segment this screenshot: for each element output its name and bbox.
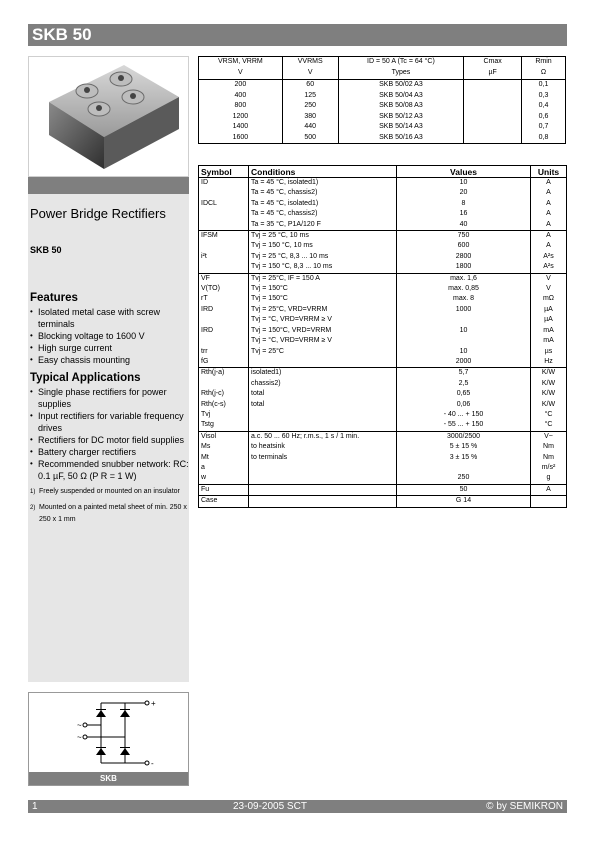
application-item: • Recommended snubber network: RC: 0.1 µF, 50 Ω (P R = 1 W) bbox=[28, 458, 189, 482]
features-list bbox=[28, 306, 189, 366]
cell-line bbox=[251, 473, 394, 483]
cell-line: i²t bbox=[201, 252, 207, 260]
cell-line: 3 ± 15 % bbox=[449, 453, 478, 461]
cell-line: w bbox=[201, 474, 207, 482]
cell-line: - 40 ... + 150 bbox=[443, 410, 484, 418]
table-cell-conditions bbox=[249, 484, 397, 495]
table-row bbox=[199, 112, 566, 123]
voltage-unit-cell: V bbox=[282, 68, 338, 80]
cell-line: A bbox=[546, 189, 551, 197]
cell-line: to terminals bbox=[251, 453, 288, 461]
bridge-schematic bbox=[29, 693, 188, 773]
plus-terminal-label: + bbox=[151, 699, 156, 708]
cell-line: Nm bbox=[543, 453, 554, 461]
cell-line: A bbox=[546, 242, 551, 250]
table-cell bbox=[464, 101, 522, 112]
cell-line bbox=[251, 485, 394, 495]
table-cell-values bbox=[397, 178, 531, 231]
table-cell: SKB 50/08 A3 bbox=[338, 101, 464, 112]
table-cell: 250 bbox=[282, 101, 338, 112]
footer-date: 23-09-2005 SCT bbox=[233, 801, 307, 812]
page-title: SKB 50 bbox=[32, 25, 92, 44]
cell-line bbox=[251, 410, 394, 420]
footnote bbox=[28, 486, 189, 498]
footer-bar bbox=[28, 800, 567, 813]
cell-line: 5 ± 15 % bbox=[449, 443, 478, 451]
cell-line: Nm bbox=[543, 443, 554, 451]
table-cell-units bbox=[531, 484, 567, 495]
cell-line: A bbox=[546, 179, 551, 186]
cell-line: 750 bbox=[457, 232, 470, 240]
characteristics-table bbox=[198, 165, 567, 508]
footnote bbox=[28, 502, 189, 526]
table-cell: 0,7 bbox=[522, 122, 566, 133]
table-row bbox=[199, 273, 567, 368]
cell-line: Tvj = 150°C bbox=[251, 285, 288, 293]
table-cell-units bbox=[531, 368, 567, 431]
circuit-diagram bbox=[28, 692, 189, 786]
table-cell-units bbox=[531, 496, 567, 507]
table-cell: 1600 bbox=[199, 133, 283, 144]
cell-line: 10 bbox=[459, 179, 468, 186]
cell-line: total bbox=[251, 390, 265, 398]
product-photo bbox=[28, 56, 189, 177]
cell-line bbox=[201, 241, 246, 251]
cell-line: 2,5 bbox=[458, 379, 469, 387]
cell-line: A bbox=[546, 220, 551, 228]
cell-line: Ta = 45 °C, chassis2) bbox=[251, 189, 318, 197]
cell-line: m/s² bbox=[541, 463, 556, 471]
cell-line: Tvj = 150 °C, 8,3 ... 10 ms bbox=[251, 263, 333, 271]
application-item: • Battery charger rectifiers bbox=[28, 446, 189, 458]
cell-line bbox=[201, 336, 246, 346]
cell-line: 5,7 bbox=[458, 369, 469, 377]
table-row bbox=[199, 80, 566, 91]
cell-line: 20 bbox=[459, 189, 468, 197]
table-cell-units bbox=[531, 178, 567, 231]
cell-line: 3000/2500 bbox=[446, 432, 481, 440]
cell-line bbox=[251, 357, 394, 367]
voltage-header-cell: ID = 50 A (Tc = 64 °C) bbox=[338, 57, 464, 68]
cell-line: trr bbox=[201, 347, 208, 355]
cell-line bbox=[251, 496, 394, 506]
cell-line: VF bbox=[201, 274, 210, 282]
cell-line: a.c. 50 ... 60 Hz; r.m.s., 1 s / 1 min. bbox=[251, 432, 360, 440]
col-header-conditions: Conditions bbox=[249, 166, 397, 178]
table-cell-conditions bbox=[249, 496, 397, 507]
table-cell: SKB 50/16 A3 bbox=[338, 133, 464, 144]
table-row bbox=[199, 133, 566, 144]
cell-line: max. 0,85 bbox=[448, 285, 479, 293]
cell-line: 8 bbox=[461, 199, 466, 207]
feature-item: • Blocking voltage to 1600 V bbox=[28, 330, 189, 342]
cell-line: g bbox=[546, 474, 551, 482]
cell-line: Tvj bbox=[201, 410, 211, 418]
cell-line bbox=[399, 336, 528, 346]
cell-line: 1800 bbox=[455, 263, 472, 271]
table-cell: SKB 50/02 A3 bbox=[338, 80, 464, 91]
cell-line bbox=[399, 315, 528, 325]
cell-line: µA bbox=[544, 316, 553, 324]
cell-line: Ta = 35 °C, P1A/120 F bbox=[251, 220, 321, 228]
table-cell-conditions bbox=[249, 273, 397, 368]
cell-line: 2000 bbox=[455, 357, 472, 365]
voltage-types-table bbox=[198, 56, 566, 144]
table-row bbox=[199, 484, 567, 495]
cell-line: Fu bbox=[201, 485, 210, 493]
footer-copyright: © by SEMIKRON bbox=[486, 801, 563, 812]
table-cell: SKB 50/04 A3 bbox=[338, 91, 464, 102]
cell-line: IRD bbox=[201, 305, 214, 313]
table-cell-values bbox=[397, 231, 531, 274]
cell-line bbox=[201, 315, 246, 325]
cell-line bbox=[201, 262, 246, 272]
module-photo-illustration bbox=[29, 57, 188, 176]
cell-line: 0,65 bbox=[456, 390, 471, 398]
cell-line bbox=[399, 463, 528, 473]
page-number: 1 bbox=[32, 801, 38, 812]
cell-line: Tvj = 25°C bbox=[251, 347, 284, 355]
cell-line: ID bbox=[201, 179, 208, 186]
cell-line: mΩ bbox=[542, 295, 555, 303]
table-cell: 0,4 bbox=[522, 101, 566, 112]
cell-line: - 55 ... + 150 bbox=[443, 421, 484, 429]
table-cell bbox=[464, 80, 522, 91]
feature-item: • High surge current bbox=[28, 342, 189, 354]
features-heading: Features bbox=[30, 292, 78, 304]
voltage-unit-cell: V bbox=[199, 68, 283, 80]
cell-line: max. 8 bbox=[452, 295, 474, 303]
cell-line bbox=[251, 420, 394, 430]
feature-item: • Isolated metal case with screw terminals bbox=[28, 306, 189, 330]
cell-line: Rth(j-a) bbox=[201, 369, 225, 377]
voltage-header-cell: VRSM, VRRM bbox=[199, 57, 283, 68]
cell-line bbox=[533, 496, 564, 506]
cell-line: 40 bbox=[459, 220, 468, 228]
cell-line: fG bbox=[201, 357, 209, 365]
col-header-values: Values bbox=[397, 166, 531, 178]
cell-line: K/W bbox=[541, 369, 556, 377]
cell-line: Case bbox=[201, 497, 218, 505]
cell-line: 2800 bbox=[455, 252, 472, 260]
footnote-number: 1) bbox=[30, 489, 36, 495]
table-cell: 1400 bbox=[199, 122, 283, 133]
table-cell-units bbox=[531, 431, 567, 484]
table-cell-symbols bbox=[199, 496, 249, 507]
table-cell: 440 bbox=[282, 122, 338, 133]
table-cell-symbols bbox=[199, 273, 249, 368]
table-row bbox=[199, 101, 566, 112]
table-row bbox=[199, 368, 567, 431]
table-cell: 400 bbox=[199, 91, 283, 102]
table-cell: 0,1 bbox=[522, 80, 566, 91]
table-cell-symbols bbox=[199, 431, 249, 484]
table-cell-units bbox=[531, 273, 567, 368]
table-row bbox=[199, 122, 566, 133]
table-cell-conditions bbox=[249, 368, 397, 431]
cell-line: A bbox=[546, 199, 551, 207]
cell-line: Tvj = 25 °C, 10 ms bbox=[251, 232, 309, 240]
table-row bbox=[199, 91, 566, 102]
cell-line: A²s bbox=[543, 263, 554, 271]
table-cell-symbols bbox=[199, 231, 249, 274]
voltage-header-cell: VVRMS bbox=[282, 57, 338, 68]
photo-caption-bar bbox=[28, 177, 189, 194]
cell-line: 10 bbox=[459, 347, 468, 355]
footnote-number: 2) bbox=[30, 505, 36, 511]
cell-line: chassis2) bbox=[251, 379, 281, 387]
cell-line: IFSM bbox=[201, 232, 218, 240]
table-cell-values bbox=[397, 496, 531, 507]
cell-line bbox=[201, 188, 246, 198]
application-item: • Input rectifiers for variable frequency drives bbox=[28, 410, 189, 434]
product-name: SKB 50 bbox=[30, 245, 62, 255]
cell-line: Tvj = 150 °C, 10 ms bbox=[251, 242, 313, 250]
application-item: • Rectifiers for DC motor field supplies bbox=[28, 434, 189, 446]
cell-line: mA bbox=[543, 326, 554, 334]
cell-line: Mt bbox=[201, 453, 209, 461]
product-title: Power Bridge Rectifiers bbox=[30, 206, 166, 221]
table-cell: 380 bbox=[282, 112, 338, 123]
cell-line: 0,06 bbox=[456, 400, 471, 408]
cell-line: V bbox=[546, 274, 551, 282]
cell-line: isolated1) bbox=[251, 369, 282, 377]
cell-line: 10 bbox=[459, 326, 468, 334]
cell-line: max. 1,6 bbox=[450, 274, 477, 282]
cell-line: Hz bbox=[544, 357, 553, 365]
table-cell-symbols bbox=[199, 368, 249, 431]
table-cell-symbols bbox=[199, 484, 249, 495]
cell-line: rT bbox=[201, 295, 208, 303]
feature-item: • Easy chassis mounting bbox=[28, 354, 189, 366]
cell-line: Tvj = 150°C bbox=[251, 295, 288, 303]
cell-line: 50 bbox=[459, 485, 468, 493]
voltage-header-cell: Rmin bbox=[522, 57, 566, 68]
cell-line: °C bbox=[544, 410, 553, 418]
col-header-units: Units bbox=[531, 166, 567, 178]
cell-line: Tstg bbox=[201, 421, 214, 429]
cell-line: 600 bbox=[457, 242, 470, 250]
table-cell-conditions bbox=[249, 431, 397, 484]
cell-line: Rth(c-s) bbox=[201, 400, 226, 408]
table-cell: SKB 50/14 A3 bbox=[338, 122, 464, 133]
cell-line: Tvj = °C, VRD=VRRM ≥ V bbox=[251, 316, 332, 324]
table-cell-values bbox=[397, 273, 531, 368]
table-cell bbox=[464, 91, 522, 102]
cell-line: Tvj = 25 °C, 8,3 ... 10 ms bbox=[251, 252, 329, 260]
table-cell: 60 bbox=[282, 80, 338, 91]
cell-line: G 14 bbox=[455, 497, 472, 505]
voltage-unit-cell: Ω bbox=[522, 68, 566, 80]
col-header-symbol: Symbol bbox=[199, 166, 249, 178]
table-cell bbox=[464, 133, 522, 144]
table-cell-values bbox=[397, 368, 531, 431]
cell-line: Ta = 45 °C, isolated1) bbox=[251, 179, 319, 186]
left-text bbox=[28, 204, 189, 526]
table-row bbox=[199, 231, 567, 274]
cell-line: to heatsink bbox=[251, 443, 285, 451]
voltage-header-cell: Cmax bbox=[464, 57, 522, 68]
application-item: • Single phase rectifiers for power supplies bbox=[28, 386, 189, 410]
cell-line: A bbox=[546, 485, 551, 493]
table-cell bbox=[464, 122, 522, 133]
cell-line: 250 bbox=[457, 474, 470, 482]
cell-line: Ms bbox=[201, 443, 211, 451]
cell-line: A bbox=[546, 210, 551, 218]
voltage-header-row bbox=[199, 57, 566, 68]
cell-line: 1000 bbox=[455, 305, 472, 313]
footnote-text: Mounted on a painted metal sheet of min. 250 x 250 x 1 mm bbox=[39, 504, 187, 523]
cell-line: IRD bbox=[201, 326, 214, 334]
table-cell-values bbox=[397, 431, 531, 484]
table-cell: 200 bbox=[199, 80, 283, 91]
cell-line: V~ bbox=[544, 432, 553, 440]
ac-terminal-2-label: ~ bbox=[77, 733, 82, 742]
cell-line: V bbox=[546, 285, 551, 293]
table-row bbox=[199, 178, 567, 231]
table-cell-symbols bbox=[199, 178, 249, 231]
cell-line: Rth(j-c) bbox=[201, 390, 224, 398]
cell-line: Tvj = 25°C, IF = 150 A bbox=[251, 274, 320, 282]
table-row bbox=[199, 496, 567, 507]
footnote-text: Freely suspended or mounted on an insulator bbox=[39, 488, 180, 495]
table-cell bbox=[464, 112, 522, 123]
table-cell-conditions bbox=[249, 178, 397, 231]
cell-line: mA bbox=[543, 337, 554, 345]
ac-terminal-1-label: ~ bbox=[77, 721, 82, 730]
cell-line: total bbox=[251, 400, 265, 408]
cell-line: Visol bbox=[201, 432, 217, 440]
cell-line: IDCL bbox=[201, 199, 217, 207]
cell-line bbox=[201, 209, 246, 219]
applications-heading: Typical Applications bbox=[30, 372, 141, 384]
applications-list bbox=[28, 386, 189, 482]
table-cell-conditions bbox=[249, 231, 397, 274]
table-cell: 1200 bbox=[199, 112, 283, 123]
voltage-unit-cell: µF bbox=[464, 68, 522, 80]
cell-line bbox=[251, 463, 394, 473]
cell-line: Tvj = 150°C, VRD=VRRM bbox=[251, 326, 332, 334]
cell-line: Ta = 45 °C, isolated1) bbox=[251, 199, 319, 207]
cell-line bbox=[201, 379, 246, 389]
table-cell: 500 bbox=[282, 133, 338, 144]
table-cell: SKB 50/12 A3 bbox=[338, 112, 464, 123]
cell-line: Tvj = °C, VRD=VRRM ≥ V bbox=[251, 337, 332, 345]
cell-line: 16 bbox=[459, 210, 468, 218]
cell-line: A bbox=[546, 232, 551, 240]
footnotes bbox=[28, 486, 189, 526]
table-cell-units bbox=[531, 231, 567, 274]
cell-line: µA bbox=[544, 305, 553, 313]
table-cell: 0,3 bbox=[522, 91, 566, 102]
circuit-caption: SKB bbox=[29, 772, 188, 785]
cell-line: V(TO) bbox=[201, 285, 220, 293]
cell-line: K/W bbox=[541, 379, 556, 387]
table-cell: 0,8 bbox=[522, 133, 566, 144]
cell-line: µs bbox=[544, 347, 553, 355]
table-cell: 125 bbox=[282, 91, 338, 102]
minus-terminal-label: - bbox=[151, 759, 154, 768]
title-bar bbox=[28, 24, 567, 46]
table-row bbox=[199, 431, 567, 484]
table-cell: 800 bbox=[199, 101, 283, 112]
voltage-units-row bbox=[199, 68, 566, 80]
cell-line: Tvj = 25°C, VRD=VRRM bbox=[251, 305, 328, 313]
cell-line: A²s bbox=[543, 252, 554, 260]
cell-line: Ta = 45 °C, chassis2) bbox=[251, 210, 318, 218]
table-cell: 0,6 bbox=[522, 112, 566, 123]
cell-line: a bbox=[201, 463, 205, 471]
cell-line: °C bbox=[544, 421, 553, 429]
cell-line bbox=[201, 220, 246, 230]
cell-line: K/W bbox=[541, 400, 556, 408]
table-cell-values bbox=[397, 484, 531, 495]
cell-line: K/W bbox=[541, 390, 556, 398]
voltage-unit-cell: Types bbox=[338, 68, 464, 80]
